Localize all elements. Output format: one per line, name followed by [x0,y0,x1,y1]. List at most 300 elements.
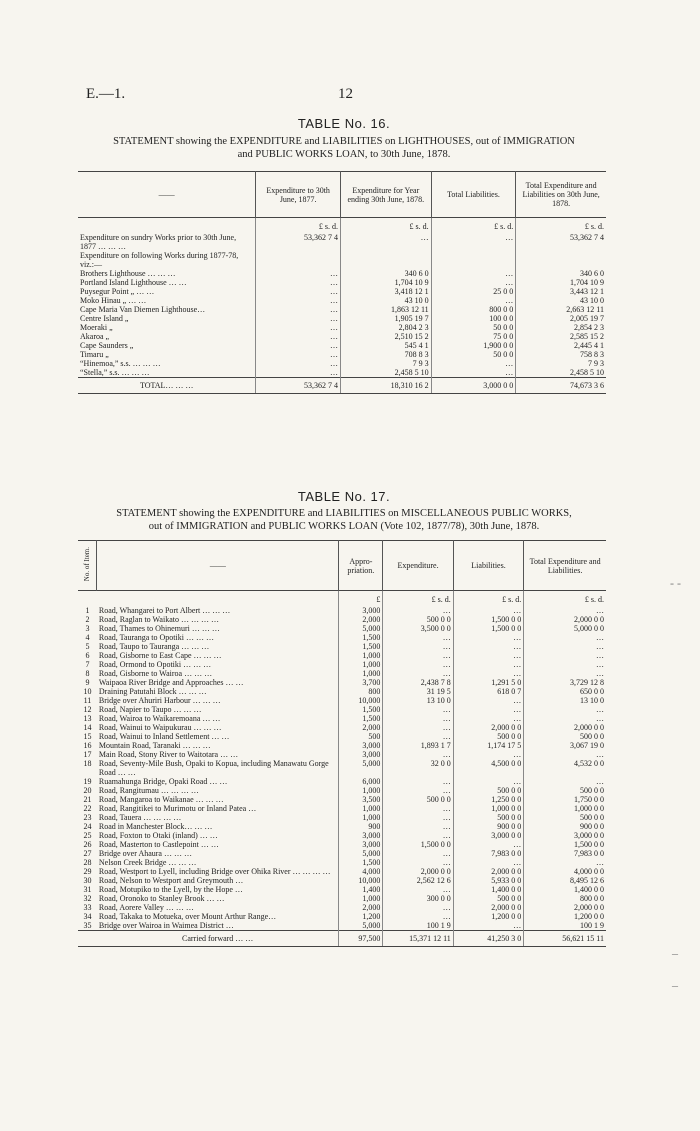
table17-cell-amount: 2,000 0 0 [524,903,606,912]
table16-cell-amount: … [256,278,341,287]
table17-cell-amount: 31 19 5 [383,687,453,696]
table17-cell-amount: … [383,732,453,741]
table17-cell-description: Main Road, Stony River to Waitotara … … [98,750,239,759]
table17-cell-amount: 500 0 0 [524,786,606,795]
table17-cell-description: Road, Aorere Valley … … … [98,903,194,912]
table17-cell-item-no: 18 [83,759,92,768]
table16-header-expenditure-1877: Expenditure to 30th June, 1877. [256,172,341,218]
table17-cell-amount: 4,532 0 0 [524,759,606,777]
table17-cell-amount: 800 [339,687,383,696]
table17-statement-line2: out of IMMIGRATION and PUBLIC WORKS LOAN (Vote 102, 1877/78), 30th June, 1878. [148,521,540,532]
table17-row [78,867,606,876]
table16-cell-amount: 1,900 0 0 [431,341,516,350]
table17-unit: £ s. d. [453,591,523,607]
table17-cell-amount: … [453,669,523,678]
table17-cell-item-no: 17 [83,750,92,759]
table16-row [78,368,606,378]
table17-cell-amount: 3,067 19 0 [524,741,606,750]
table17-cell-amount: 5,000 [339,759,383,777]
table16-cell-description: Centre Island „ [80,314,129,323]
table17-cell-item-no: 34 [83,912,92,921]
table16-cell-description: “Hinemoa,” s.s. … … … [80,359,161,368]
table17-cell-amount: 1,500 [339,714,383,723]
table17-cell-amount: 1,500 0 0 [453,624,523,633]
table17-cell-amount: 1,200 0 0 [453,912,523,921]
table17-row [78,714,606,723]
table17-cell-amount: 1,500 [339,705,383,714]
table17-row [78,678,606,687]
table17-cell-amount: 3,000 [339,840,383,849]
table17-cell-description: Road, Taupo to Tauranga … … … [98,642,210,651]
table16-cell-amount: … [431,233,516,251]
table17-cell-amount: 13 10 0 [383,696,453,705]
table16-cell-amount: … [431,296,516,305]
table17-cell-description: Ruamahunga Bridge, Opaki Road … … [98,777,228,786]
table16-cell-amount: … [256,287,341,296]
table17-row [78,804,606,813]
table17-cell-amount: … [383,633,453,642]
table16-cell-amount: … [431,269,516,278]
margin-mark: – [672,978,678,992]
table16-cell-amount: 800 0 0 [431,305,516,314]
table16-cell-amount: 1,704 10 9 [516,278,606,287]
table17-cell-amount: 2,000 [339,723,383,732]
table17-cell-description: Draining Patutahi Block … … … [98,687,207,696]
table17-row [78,921,606,931]
table16-cell-amount: 2,005 19 7 [516,314,606,323]
table17-cell-amount: 1,500 0 0 [453,615,523,624]
table17-cell-amount: … [453,696,523,705]
table17-cell-item-no: 32 [83,894,92,903]
table17-title: TABLE No. 17. [297,489,391,504]
table17-statement [80,507,608,533]
table16-cell-description: Timaru „ [80,350,109,359]
table17-cell-amount: … [453,651,523,660]
table17-cell-description: Road, Rangitikei to Murimotu or Inland Patea … [98,804,257,813]
table17-cell-amount: 3,000 0 0 [524,831,606,840]
table17-cell-amount: 1,500 [339,858,383,867]
table17-cell-description: Road, Masterton to Castlepoint … … [98,840,219,849]
table17-cell-amount: … [383,912,453,921]
table16-cell-amount: 75 0 0 [431,332,516,341]
table17-cell-amount: 1,000 [339,804,383,813]
table17-cell-description: Road, Ormond to Opotiki … … … [98,660,212,669]
table17-cell-amount: … [524,705,606,714]
table17-cell-amount: 3,000 [339,831,383,840]
table17-cell-amount: 4,500 0 0 [453,759,523,777]
table16-row [78,341,606,350]
table17-cell-amount: 500 [339,732,383,741]
table16-header-description: —— [158,190,175,199]
table16-row [78,350,606,359]
table16-cell-amount: 340 6 0 [516,269,606,278]
table17-cell-item-no: 33 [83,903,92,912]
table17-cell-item-no: 23 [83,813,92,822]
table17-cell-description: Road, Rangitumau … … … … [98,786,199,795]
table17-cell-amount: … [383,822,453,831]
table16-cell-amount: 2,458 5 10 [516,368,606,378]
table17-row [78,831,606,840]
table16-total-cell: TOTAL… … … [78,378,256,394]
margin-mark: - - [670,576,681,590]
table16-row [78,332,606,341]
table17-cell-item-no: 15 [83,732,92,741]
table16-cell-amount: 1,905 19 7 [340,314,431,323]
table17-row [78,660,606,669]
table17-cell-amount: 2,000 [339,615,383,624]
table17-cell-amount: 6,000 [339,777,383,786]
table16-cell-amount: 1,704 10 9 [340,278,431,287]
table17-cell-amount: 500 0 0 [453,786,523,795]
table17-row [78,777,606,786]
table17-cell-amount: 1,000 [339,660,383,669]
table17-header-description: —— [97,541,339,591]
page-number: 12 [338,86,353,102]
table16-cell-amount: 340 6 0 [340,269,431,278]
table17-cell-item-no: 35 [83,921,92,930]
table17-cell-description: Road, Tauera … … … … [98,813,182,822]
table17-row [78,606,606,615]
table17-cell-amount: … [453,777,523,786]
table17-cell-amount: … [524,777,606,786]
table17-cell-amount: 1,000 0 0 [524,804,606,813]
table17-cell-description: Nelson Creek Bridge … … … [98,858,197,867]
table17-row [78,615,606,624]
table17-cell-amount: 1,400 [339,885,383,894]
table17-header-total: Total Expenditure and Liabilities. [524,541,606,591]
table17-cell-amount: … [383,651,453,660]
table16-cell-amount: 53,362 7 4 [516,233,606,251]
table17-cell-amount: 5,000 [339,921,383,931]
table17-cell-amount: 1,500 0 0 [524,840,606,849]
table17-cell-amount: 2,000 [339,903,383,912]
table17-cell-amount: … [453,750,523,759]
table17-cell-amount: … [453,714,523,723]
table16-cell-description: “Stella,” s.s. … … … [80,368,150,377]
table17-cell-description: Mountain Road, Taranaki … … … [98,741,211,750]
table16-cell-amount: 3,418 12 1 [340,287,431,296]
table17-cell-amount: 100 1 9 [524,921,606,931]
table17-cell-amount: … [453,921,523,931]
table17-cell-item-no: 3 [85,624,90,633]
table17-cell-item-no: 12 [83,705,92,714]
table17-cell-description: Road, Napier to Taupo … … … [98,705,202,714]
table17-row [78,885,606,894]
table17-cell-amount: … [383,642,453,651]
table16-total-cell: 3,000 0 0 [431,378,516,394]
table16-cell-amount: 43 10 0 [340,296,431,305]
table17-statement-line1: STATEMENT showing the EXPENDITURE and LIABILITIES on MISCELLANEOUS PUBLIC WORKS, [116,508,572,519]
table17-total-cell: Carried forward … … [97,931,339,947]
table17-cell-amount: 800 0 0 [524,894,606,903]
table17-cell-amount: 900 0 0 [524,822,606,831]
table17-cell-amount: 1,000 [339,669,383,678]
table17-cell-description: Waipaoa River Bridge and Approaches … … [98,678,244,687]
table17-cell-item-no: 19 [83,777,92,786]
table16-statement [80,135,608,161]
table16-cell-description: Brothers Lighthouse … … … [80,269,176,278]
table17-cell-description: Road in Manchester Block… … … [98,822,213,831]
table16-header-liabilities: Total Liabilities. [431,172,516,218]
table16-cell-amount: 758 8 3 [516,350,606,359]
table17-row [78,858,606,867]
table16-unit: £ s. d. [516,218,606,234]
table17-cell-amount: 5,000 [339,624,383,633]
table17-cell-amount: 1,000 [339,651,383,660]
table17-cell-item-no: 13 [83,714,92,723]
table17-header-appropriation: Appro-priation. [339,541,383,591]
table16-total-cell: 74,673 3 6 [516,378,606,394]
table17-cell-amount: 650 0 0 [524,687,606,696]
table17-cell-description: Road, Nelson to Westport and Greymouth … [98,876,244,885]
table17-header-liabilities: Liabilities. [453,541,523,591]
table17-row [78,813,606,822]
table17-cell-amount: … [383,660,453,669]
table17-cell-amount: 1,893 1 7 [383,741,453,750]
table17 [78,540,606,947]
table17-cell-amount: 1,000 [339,786,383,795]
table17-cell-amount: … [524,633,606,642]
table16-total-row [78,378,606,394]
table17-cell-description: Road, Gisborne to East Cape … … … [98,651,222,660]
table17-cell-amount: 13 10 0 [524,696,606,705]
table17-row [78,696,606,705]
table17-cell-description: Road, Takaka to Motueka, over Mount Arthur Range… [98,912,277,921]
table17-cell-item-no: 26 [83,840,92,849]
table17-header-item-no: No. of Item. [82,547,91,582]
table17-row [78,642,606,651]
table17-cell-amount: … [524,606,606,615]
table16-cell-amount: … [256,332,341,341]
table17-cell-item-no: 7 [85,660,90,669]
table17-cell-item-no: 5 [85,642,90,651]
table17-cell-amount: 10,000 [339,696,383,705]
table17-cell-amount: 500 0 0 [524,732,606,741]
table17-cell-amount: 2,000 0 0 [524,723,606,732]
table17-cell-amount: 2,000 0 0 [383,867,453,876]
table17-cell-description: Road, Raglan to Waikato … … … … [98,615,219,624]
table17-cell-amount: 1,750 0 0 [524,795,606,804]
table17-total-cell: 41,250 3 0 [453,931,523,947]
table17-cell-amount: 10,000 [339,876,383,885]
table16-title: TABLE No. 16. [297,116,391,131]
table17-cell-amount: … [383,813,453,822]
table17-cell-amount: … [524,714,606,723]
table17-cell-item-no: 21 [83,795,92,804]
table17-row [78,795,606,804]
table17-row [78,849,606,858]
table17-cell-amount: 2,562 12 6 [383,876,453,885]
table17-total-cell: 97,500 [339,931,383,947]
table17-cell-amount: … [383,885,453,894]
table17-cell-item-no: 24 [83,822,92,831]
table17-cell-amount: … [524,651,606,660]
table16-cell-amount: … [431,368,516,378]
table17-row [78,876,606,885]
table17-cell-item-no: 2 [85,615,90,624]
page-header [86,86,600,106]
table17-row [78,786,606,795]
table16-cell-description: Cape Maria Van Diemen Lighthouse… [80,305,206,314]
table16-row [78,305,606,314]
table16-row [78,269,606,278]
table17-cell-amount: 5,000 0 0 [524,624,606,633]
table17-cell-amount: 618 0 7 [453,687,523,696]
table16-cell-amount: 708 8 3 [340,350,431,359]
table17-cell-description: Road, Tauranga to Opotiki … … … [98,633,214,642]
margin-mark: – [672,946,678,960]
table17-cell-description: Bridge over Wairoa in Waimea District … [98,921,234,930]
table17-cell-description: Road, Gisborne to Wairoa … … … [98,669,213,678]
table16-cell-amount [516,251,606,269]
table17-cell-item-no: 14 [83,723,92,732]
table17-cell-description: Road, Seventy-Mile Bush, Opaki to Kopua, including Manawatu Gorge Road … … [98,759,329,777]
table16-cell-description: Cape Saunders „ [80,341,134,350]
table17-cell-item-no: 8 [85,669,90,678]
table17-row [78,633,606,642]
table17-cell-amount: … [383,669,453,678]
table17-header-expenditure: Expenditure. [383,541,453,591]
table17-row [78,687,606,696]
table17-cell-amount: 1,500 0 0 [383,840,453,849]
table17-cell-amount: 32 0 0 [383,759,453,777]
table16-cell-amount: 7 9 3 [340,359,431,368]
table17-cell-description: Road, Wainui to Inland Settlement … … [98,732,230,741]
table17-cell-amount: … [453,705,523,714]
table17-cell-amount: 500 0 0 [383,615,453,624]
table17-cell-amount: 3,000 [339,750,383,759]
table16-row [78,323,606,332]
table17-cell-amount: 500 0 0 [453,732,523,741]
table16-row [78,314,606,323]
table16-cell-description: Moeraki „ [80,323,113,332]
table17-cell-amount: … [524,660,606,669]
table16-cell-amount [340,251,431,269]
table17-cell-amount: 1,500 [339,633,383,642]
table17-cell-item-no: 25 [83,831,92,840]
table17-cell-amount: 5,000 [339,849,383,858]
table17-cell-item-no: 16 [83,741,92,750]
table16-cell-amount: 545 4 1 [340,341,431,350]
table17-cell-description: Bridge over Ahuriri Harbour … … … [98,696,221,705]
table16 [78,171,606,394]
table17-cell-description: Bridge over Ahaura … … … [98,849,192,858]
table17-cell-amount: … [383,831,453,840]
table17-row [78,732,606,741]
table16-cell-description: Portland Island Lighthouse … … [80,278,187,287]
table17-cell-amount: 300 0 0 [383,894,453,903]
table17-unit: £ [339,591,383,607]
table17-cell-amount: … [524,642,606,651]
table16-unit: £ s. d. [256,218,341,234]
table17-cell-amount: 1,000 [339,813,383,822]
table16-cell-amount: 3,443 12 1 [516,287,606,296]
table16-total-cell: 53,362 7 4 [256,378,341,394]
table17-cell-amount: … [383,849,453,858]
table17-row [78,822,606,831]
table16-cell-amount: 53,362 7 4 [256,233,341,251]
table16-cell-amount: 43 10 0 [516,296,606,305]
table17-cell-amount: 3,000 0 0 [453,831,523,840]
table17-row [78,651,606,660]
table17-cell-amount: 1,200 [339,912,383,921]
table17-cell-item-no: 31 [83,885,92,894]
table17-cell-amount: 1,174 17 5 [453,741,523,750]
table16-cell-amount: 25 0 0 [431,287,516,296]
table17-cell-item-no: 29 [83,867,92,876]
table16-row [78,251,606,269]
table16-header-total: Total Expenditure and Liabilities on 30th June, 1878. [516,172,606,218]
table17-cell-amount: … [383,777,453,786]
table17-cell-amount: 3,729 12 8 [524,678,606,687]
table17-cell-item-no: 1 [85,606,90,615]
table17-cell-amount: … [453,840,523,849]
table17-cell-amount: 4,000 0 0 [524,867,606,876]
table17-cell-amount: … [453,633,523,642]
table17-cell-amount: 3,500 0 0 [383,624,453,633]
table17-cell-amount: 3,500 [339,795,383,804]
table17-row [78,840,606,849]
table17-cell-amount: 900 [339,822,383,831]
table16-cell-description: Expenditure on sundry Works prior to 30th June, 1877 … … … [80,233,237,251]
table17-cell-amount: 500 0 0 [383,795,453,804]
table16-cell-amount: … [256,305,341,314]
table17-total-row [78,931,606,947]
table16-cell-amount: … [256,350,341,359]
table16-cell-description: Puysegur Point „ … … [80,287,155,296]
table16-units-row [78,218,606,234]
table17-cell-item-no: 28 [83,858,92,867]
table17-cell-item-no: 27 [83,849,92,858]
table17-cell-amount: … [524,750,606,759]
table16-header-expenditure-1878: Expenditure for Year ending 30th June, 1878. [340,172,431,218]
table17-cell-item-no: 9 [85,678,90,687]
table17-cell-description: Road, Westport to Lyell, including Bridge over Ohika River … … … … [98,867,331,876]
table17-cell-amount: 2,000 0 0 [524,615,606,624]
table16-cell-amount: 50 0 0 [431,323,516,332]
table17-cell-amount: 2,000 0 0 [453,723,523,732]
table17-row [78,705,606,714]
table16-cell-amount: 2,854 2 3 [516,323,606,332]
table16-cell-amount: 2,445 4 1 [516,341,606,350]
table17-cell-amount: 3,000 [339,606,383,615]
table16-cell-description: Moko Hinau „ … … [80,296,147,305]
table17-unit: £ s. d. [524,591,606,607]
table17-cell-amount: … [383,858,453,867]
table17-units-row [78,591,606,607]
table17-cell-amount: … [383,750,453,759]
table17-cell-amount: … [383,903,453,912]
table17-cell-item-no: 4 [85,633,90,642]
table17-cell-amount: 2,438 7 8 [383,678,453,687]
table17-row [78,723,606,732]
table16-cell-amount: … [256,368,341,378]
table17-cell-amount: … [383,714,453,723]
table17-cell-amount: … [383,786,453,795]
table16-cell-amount: 2,510 15 2 [340,332,431,341]
table16-cell-amount [431,251,516,269]
table17-cell-amount: 7,983 0 0 [453,849,523,858]
table17-cell-amount: 2,000 0 0 [453,867,523,876]
table17-cell-item-no: 11 [83,696,92,705]
table17-cell-amount: 500 0 0 [453,813,523,822]
table17-cell-amount: 900 0 0 [453,822,523,831]
table17-cell-amount: 1,000 [339,894,383,903]
table17-row [78,669,606,678]
table17-total-cell: 15,371 12 11 [383,931,453,947]
table16-cell-amount [256,251,341,269]
table17-cell-amount: … [383,723,453,732]
